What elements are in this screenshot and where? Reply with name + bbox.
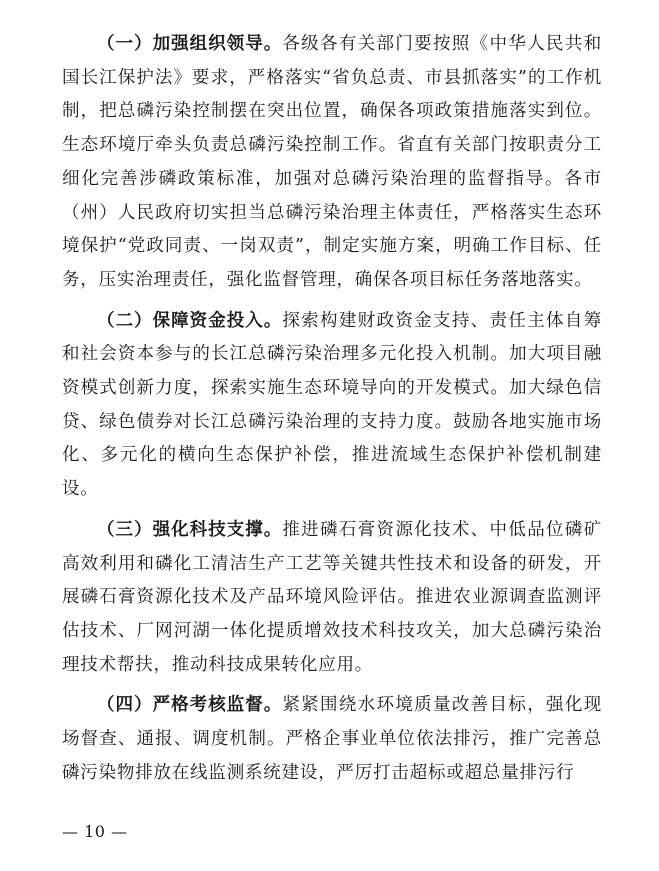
document-page (62, 28, 602, 797)
section-heading: （一）加强组织领导。 (97, 34, 283, 54)
page-number: — 10 — (62, 822, 128, 841)
section-funding-guarantee (62, 305, 602, 507)
section-heading: （二）保障资金投入。 (97, 310, 283, 331)
section-body: 各级各有关部门要按照《中华人民共和国长江保护法》要求，严格落实“省负总责、市县抓落实”的工作机制，把总磷污染控制摆在突出位置，确保各项政策措施落实到位。生态环境厅牵头负责总磷污染控制工作。省直有关部门按职责分工细化完善涉磷政策标准，加强对总磷污染治理的监督指导。各市（州）人民政府切实担当总磷污染治理主体责任，严格落实生态环境保护“党政同责、一岗双责”，制定实施方案，明确工作目标、任务，压实治理责任，强化监督管理，确保各项目标任务落地落实。 (62, 34, 602, 290)
section-heading: （四）严格考核监督。 (97, 695, 283, 716)
section-organization-leadership (62, 28, 602, 298)
section-tech-support (62, 514, 602, 683)
section-body: 探索构建财政资金支持、责任主体自筹和社会资本参与的长江总磷污染治理多元化投入机制。加大项目融资模式创新力度，探索实施生态环境导向的开发模式。加大绿色信贷、绿色债券对长江总磷污染治理的支持力度。鼓励各地实施市场化、多元化的横向生态保护补偿，推进流域生态保护补偿机制建设。 (62, 310, 602, 500)
section-heading: （三）强化科技支撑。 (97, 519, 283, 540)
section-body: 紧紧围绕水环境质量改善目标，强化现场督查、通报、调度机制。严格企事业单位依法排污，推广完善总磷污染物排放在线监测系统建设，严厉打击超标或超总量排污行 (62, 695, 602, 783)
section-assessment-supervision (62, 689, 602, 790)
section-body: 推进磷石膏资源化技术、中低品位磷矿高效利用和磷化工清洁生产工艺等关键共性技术和设备的研发，开展磷石膏资源化技术及产品环境风险评估。推进农业源调查监测评估技术、厂网河湖一体化提质增效技术科技攻关，加大总磷污染治理技术帮扶，推动科技成果转化应用。 (62, 519, 602, 675)
